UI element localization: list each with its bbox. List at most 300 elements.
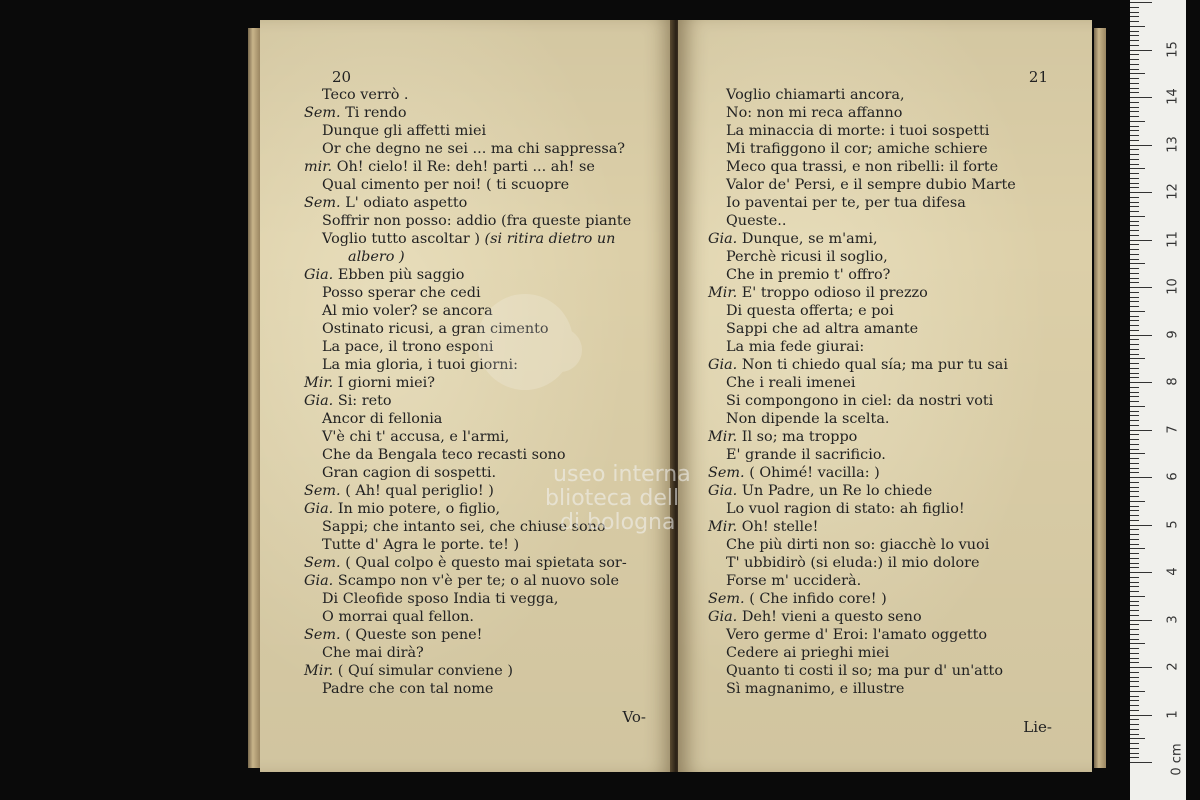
verse-text: Deh! vieni a questo seno [741, 609, 922, 625]
ruler-tick [1130, 377, 1139, 378]
ruler-tick [1130, 292, 1139, 293]
ruler-tick [1130, 7, 1139, 8]
verse-text: Teco verrò . [322, 87, 409, 103]
verse-text: Un Padre, un Re lo chiede [741, 483, 933, 499]
ruler-tick [1130, 700, 1139, 701]
verse-text: Sappi; che intanto sei, che chiuse sono [322, 519, 606, 535]
ruler-tick [1130, 206, 1139, 207]
ruler-tick [1130, 677, 1139, 678]
ruler-tick [1130, 344, 1139, 345]
speaker-name: Sem. [708, 591, 745, 607]
ruler-tick [1130, 529, 1139, 530]
ruler-tick [1130, 696, 1139, 697]
ruler-tick [1130, 221, 1139, 222]
verse-text: Perchè ricusi il soglio, [726, 249, 888, 265]
ruler-tick [1130, 358, 1145, 359]
text-line [322, 230, 615, 248]
speaker-name: Mir. [304, 375, 334, 391]
ruler-tick [1130, 64, 1139, 65]
ruler-tick [1130, 373, 1139, 374]
stage-direction: albero ) [348, 249, 405, 265]
ruler-tick [1130, 662, 1139, 663]
ruler-tick [1130, 45, 1139, 46]
verse-text: Queste.. [726, 213, 787, 229]
ruler-tick [1130, 16, 1139, 17]
ruler-number: 14 [1165, 88, 1181, 105]
verse-text: ( Ohimé! vacilla: ) [749, 465, 880, 481]
text-line [322, 410, 442, 428]
ruler-tick [1130, 558, 1139, 559]
ruler-tick [1130, 425, 1139, 426]
verse-text: Al mio voler? se ancora [322, 303, 493, 319]
ruler-tick [1130, 164, 1139, 165]
ruler-tick [1130, 316, 1139, 317]
verse-text: V'è chi t' accusa, e l'armi, [322, 429, 510, 445]
text-line [304, 194, 467, 212]
speaker-name: Gia. [708, 483, 738, 499]
ruler-tick [1130, 21, 1139, 22]
ruler-tick [1130, 230, 1139, 231]
ruler-number: 7 [1165, 424, 1181, 434]
ruler-tick [1130, 287, 1152, 288]
ruler-tick [1130, 510, 1139, 511]
ruler-number: 15 [1165, 40, 1181, 58]
ruler-tick [1130, 330, 1139, 331]
ruler-tick [1130, 130, 1139, 131]
ruler-tick [1130, 686, 1139, 687]
ruler-tick [1130, 553, 1139, 554]
text-line [322, 86, 409, 104]
ruler-number: 12 [1165, 183, 1181, 200]
ruler-number: 13 [1165, 135, 1181, 153]
ruler-tick [1130, 149, 1139, 150]
page-number-left: 20 [332, 68, 352, 86]
ruler-tick [1130, 168, 1145, 169]
ruler-tick [1130, 567, 1139, 568]
ruler-tick [1130, 596, 1145, 597]
ruler-tick [1130, 548, 1145, 549]
ruler-tick [1130, 173, 1139, 174]
verse-text: Che più dirti non so: giacchè lo vuoi [726, 537, 990, 553]
ruler-tick [1130, 672, 1139, 673]
ruler-tick [1130, 107, 1139, 108]
ruler-tick [1130, 468, 1139, 469]
text-line [322, 464, 496, 482]
catchword-right: Lie- [1023, 718, 1052, 736]
ruler-tick [1130, 681, 1139, 682]
ruler-tick [1130, 225, 1139, 226]
ruler-tick [1130, 615, 1139, 616]
verse-text: Si: reto [337, 393, 392, 409]
verse-text: Oh! cielo! il Re: deh! parti ... ah! se [336, 159, 595, 175]
verse-text: Ancor di fellonia [322, 411, 443, 427]
text-line [726, 338, 864, 356]
speaker-name: Sem. [304, 483, 341, 499]
ruler-tick [1130, 434, 1139, 435]
ruler-tick [1130, 506, 1139, 507]
measurement-ruler [1130, 0, 1186, 800]
verse-text: Valor de' Persi, e il sempre dubio Marte [726, 177, 1016, 193]
ruler-tick [1130, 26, 1145, 27]
ruler-tick [1130, 396, 1139, 397]
ruler-tick [1130, 31, 1139, 32]
text-line [304, 482, 494, 500]
verse-text: Che in premio t' offro? [726, 267, 891, 283]
text-line [322, 356, 518, 374]
verse-text: L' odiato aspetto [345, 195, 468, 211]
ruler-tick [1130, 729, 1139, 730]
text-line [726, 140, 988, 158]
verse-text: Tutte d' Agra le porte. te! ) [322, 537, 520, 553]
verse-text: Gran cagion di sospetti. [322, 465, 497, 481]
ruler-tick [1130, 624, 1139, 625]
ruler-tick [1130, 715, 1152, 716]
text-line [322, 302, 493, 320]
text-line [726, 662, 1003, 680]
text-line [726, 176, 1016, 194]
ruler-tick [1130, 154, 1139, 155]
verse-text: ( Che infido core! ) [749, 591, 887, 607]
verse-text: La minaccia di morte: i tuoi sospetti [726, 123, 990, 139]
ruler-tick [1130, 311, 1145, 312]
text-line [726, 86, 905, 104]
verse-text: Soffrir non posso: addio (fra queste piante [322, 213, 632, 229]
ruler-number: 5 [1165, 519, 1181, 529]
ruler-tick [1130, 743, 1139, 744]
text-line [708, 284, 928, 302]
ruler-tick [1130, 135, 1139, 136]
text-line [726, 572, 861, 590]
verse-text: Lo vuol ragion di stato: ah figlio! [726, 501, 965, 517]
verse-text: Sì magnanimo, e illustre [726, 681, 905, 697]
text-line [726, 320, 918, 338]
text-line [708, 230, 878, 248]
ruler-number: 4 [1165, 567, 1181, 576]
verse-text: Mi trafiggono il cor; amiche schiere [726, 141, 988, 157]
speaker-name: Mir. [708, 285, 738, 301]
verse-text: Oh! stelle! [741, 519, 819, 535]
ruler-tick [1130, 724, 1139, 725]
ruler-tick [1130, 515, 1139, 516]
ruler-tick [1130, 140, 1139, 141]
speaker-name: mir. [304, 159, 333, 175]
ruler-tick [1130, 563, 1139, 564]
text-line [708, 608, 922, 626]
right-page-edges [1094, 28, 1106, 768]
ruler-tick [1130, 197, 1139, 198]
ruler-tick [1130, 145, 1152, 146]
verse-text: ( Qual colpo è questo mai spietata sor- [345, 555, 627, 571]
verse-text: Scampo non v'è per te; o al nuovo sole [337, 573, 620, 589]
verse-text: La pace, il trono esponi [322, 339, 494, 355]
ruler-tick [1130, 453, 1145, 454]
text-line [726, 680, 904, 698]
ruler-tick [1130, 691, 1145, 692]
ruler-tick [1130, 401, 1139, 402]
ruler-tick [1130, 734, 1139, 735]
ruler-tick [1130, 178, 1139, 179]
text-line [708, 482, 932, 500]
text-line [304, 104, 407, 122]
page-number-right: 21 [1028, 68, 1048, 86]
ruler-tick [1130, 73, 1145, 74]
ruler-tick [1130, 121, 1145, 122]
text-line [726, 302, 894, 320]
ruler-tick [1130, 648, 1139, 649]
text-line [726, 644, 889, 662]
verse-text: I giorni miei? [337, 375, 435, 391]
text-line [708, 464, 880, 482]
watermark-text-3: di bologna [560, 510, 676, 535]
verse-text: Non dipende la scelta. [726, 411, 890, 427]
verse-text: E' troppo odioso il prezzo [741, 285, 928, 301]
verse-text: ( Queste son pene! [345, 627, 483, 643]
speaker-name: Mir. [708, 519, 738, 535]
ruler-tick [1130, 757, 1139, 758]
speaker-name: Gia. [708, 231, 738, 247]
ruler-tick [1130, 582, 1139, 583]
text-line [708, 518, 818, 536]
ruler-tick [1130, 216, 1145, 217]
verse-text: Che mai dirà? [322, 645, 424, 661]
ruler-tick [1130, 658, 1139, 659]
ruler-tick [1130, 363, 1139, 364]
text-line [726, 158, 998, 176]
ruler-tick [1130, 534, 1139, 535]
verse-text: Quanto ti costi il so; ma pur d' un'atto [726, 663, 1003, 679]
ruler-tick [1130, 368, 1139, 369]
speaker-name: Gia. [304, 501, 334, 517]
ruler-tick [1130, 183, 1139, 184]
ruler-tick [1130, 126, 1139, 127]
ruler-tick [1130, 629, 1139, 630]
text-line [322, 212, 631, 230]
verse-text: Vero germe d' Eroi: l'amato oggetto [726, 627, 988, 643]
text-line [322, 608, 474, 626]
ruler-tick [1130, 78, 1139, 79]
verse-text: Ebben più saggio [337, 267, 465, 283]
ruler-tick [1130, 719, 1139, 720]
ruler-tick [1130, 430, 1152, 431]
ruler-tick [1130, 748, 1139, 749]
text-line [322, 446, 566, 464]
verse-text: Forse m' ucciderà. [726, 573, 862, 589]
text-line [304, 158, 595, 176]
text-line [304, 374, 435, 392]
speaker-name: Sem. [304, 627, 341, 643]
ruler-tick [1130, 335, 1152, 336]
ruler-tick [1130, 601, 1139, 602]
text-line [322, 338, 494, 356]
text-line [726, 104, 902, 122]
ruler-tick [1130, 634, 1139, 635]
ruler-tick [1130, 92, 1139, 93]
ruler-tick [1130, 278, 1139, 279]
verse-text: Voglio tutto ascoltar ) [322, 231, 480, 247]
ruler-number: 6 [1165, 472, 1181, 481]
speaker-name: Sem. [304, 555, 341, 571]
ruler-number: 1 [1165, 709, 1181, 719]
text-line [304, 572, 619, 590]
verse-text: In mio potere, o figlio, [337, 501, 501, 517]
ruler-tick [1130, 710, 1139, 711]
verse-text: Si compongono in ciel: da nostri voti [726, 393, 994, 409]
text-line [708, 428, 857, 446]
ruler-tick [1130, 539, 1139, 540]
watermark-text-2: blioteca dell [545, 486, 680, 511]
ruler-tick [1130, 54, 1139, 55]
ruler-tick [1130, 544, 1139, 545]
ruler-tick [1130, 605, 1139, 606]
verse-text: Non ti chiedo qual sía; ma pur tu sai [741, 357, 1008, 373]
verse-text: Padre che con tal nome [322, 681, 494, 697]
ruler-tick [1130, 406, 1145, 407]
speaker-name: Sem. [304, 105, 341, 121]
ruler-tick [1130, 591, 1139, 592]
ruler-tick [1130, 458, 1139, 459]
text-line [726, 626, 987, 644]
speaker-name: Mir. [304, 663, 334, 679]
right-page [678, 20, 1092, 772]
verse-text: Che i reali imenei [726, 375, 856, 391]
stage-direction: (si ritira dietro un [484, 231, 616, 247]
ruler-tick [1130, 339, 1139, 340]
verse-text: Sappi che ad altra amante [726, 321, 919, 337]
ruler-tick [1130, 525, 1152, 526]
verse-text: La mia gloria, i tuoi giorni: [322, 357, 518, 373]
ruler-tick [1130, 273, 1139, 274]
ruler-tick [1130, 477, 1152, 478]
verse-text: Di questa offerta; e poi [726, 303, 894, 319]
watermark-text-1: useo interna [553, 462, 691, 487]
open-book [250, 20, 1102, 772]
ruler-tick [1130, 268, 1139, 269]
ruler-number: 8 [1165, 377, 1181, 386]
ruler-tick [1130, 444, 1139, 445]
verse-text: Ti rendo [345, 105, 407, 121]
ruler-tick [1130, 415, 1139, 416]
ruler-tick [1130, 320, 1139, 321]
text-line [304, 662, 513, 680]
ruler-tick [1130, 491, 1139, 492]
text-line [322, 320, 549, 338]
ruler-tick [1130, 97, 1152, 98]
ruler-tick [1130, 762, 1152, 763]
ruler-tick [1130, 472, 1139, 473]
ruler-tick [1130, 259, 1139, 260]
speaker-name: Gia. [708, 357, 738, 373]
text-line [726, 266, 890, 284]
speaker-name: Gia. [304, 267, 334, 283]
speaker-name: Sem. [304, 195, 341, 211]
ruler-tick [1130, 325, 1139, 326]
ruler-tick [1130, 487, 1139, 488]
ruler-tick [1130, 240, 1152, 241]
left-page-edges [248, 28, 260, 768]
text-line [726, 500, 965, 518]
ruler-tick [1130, 202, 1139, 203]
ruler-tick [1130, 111, 1139, 112]
ruler-tick [1130, 69, 1139, 70]
ruler-tick [1130, 439, 1139, 440]
text-line [322, 140, 625, 158]
ruler-tick [1130, 449, 1139, 450]
text-line [726, 392, 993, 410]
ruler-tick [1130, 2, 1152, 3]
text-line [322, 644, 424, 662]
ruler-tick [1130, 244, 1139, 245]
ruler-tick [1130, 211, 1139, 212]
verse-text: Di Cleofide sposo India ti vegga, [322, 591, 559, 607]
ruler-tick [1130, 520, 1139, 521]
text-line [726, 194, 966, 212]
ruler-tick [1130, 263, 1145, 264]
catchword-left: Vo- [622, 708, 646, 726]
speaker-name: Gia. [708, 609, 738, 625]
ruler-tick [1130, 301, 1139, 302]
verse-text: T' ubbidirò (si eluda:) il mio dolore [726, 555, 980, 571]
speaker-name: Gia. [304, 573, 334, 589]
text-line [726, 410, 889, 428]
ruler-tick [1130, 40, 1139, 41]
text-line [726, 536, 989, 554]
ruler-tick [1130, 482, 1139, 483]
text-line [708, 356, 1008, 374]
verse-text: Io paventai per te, per tua difesa [726, 195, 966, 211]
verse-text: Dunque, se m'ami, [741, 231, 878, 247]
verse-text: E' grande il sacrificio. [726, 447, 886, 463]
speaker-name: Sem. [708, 465, 745, 481]
ruler-tick [1130, 501, 1145, 502]
ruler-tick [1130, 705, 1139, 706]
verse-text: Dunque gli affetti miei [322, 123, 487, 139]
ruler-tick [1130, 12, 1139, 13]
ruler-tick [1130, 35, 1139, 36]
ruler-tick [1130, 643, 1145, 644]
ruler-tick [1130, 577, 1139, 578]
text-line [726, 446, 886, 464]
ruler-tick [1130, 235, 1139, 236]
ruler-tick [1130, 586, 1139, 587]
verse-text: ( Ah! qual periglio! ) [345, 483, 494, 499]
ruler-tick [1130, 496, 1139, 497]
text-line [726, 554, 980, 572]
ruler-tick [1130, 354, 1139, 355]
speaker-name: Mir. [708, 429, 738, 445]
ruler-tick [1130, 738, 1145, 739]
text-line [726, 122, 989, 140]
verse-text: O morrai qual fellon. [322, 609, 474, 625]
speaker-name: Gia. [304, 393, 334, 409]
verse-text: No: non mi reca affanno [726, 105, 903, 121]
ruler-number: 11 [1165, 230, 1181, 248]
text-line [304, 626, 482, 644]
text-line [322, 680, 493, 698]
ruler-tick [1130, 88, 1139, 89]
ruler-tick [1130, 349, 1139, 350]
ruler-tick [1130, 667, 1152, 668]
ruler-tick [1130, 610, 1139, 611]
ruler-tick [1130, 83, 1139, 84]
ruler-tick [1130, 653, 1139, 654]
verse-text: Cedere ai prieghi miei [726, 645, 890, 661]
ruler-tick [1130, 249, 1139, 250]
text-line [726, 248, 888, 266]
text-line [304, 392, 392, 410]
ruler-tick [1130, 306, 1139, 307]
text-line [322, 176, 569, 194]
verse-text: ( Quí simular conviene ) [337, 663, 513, 679]
